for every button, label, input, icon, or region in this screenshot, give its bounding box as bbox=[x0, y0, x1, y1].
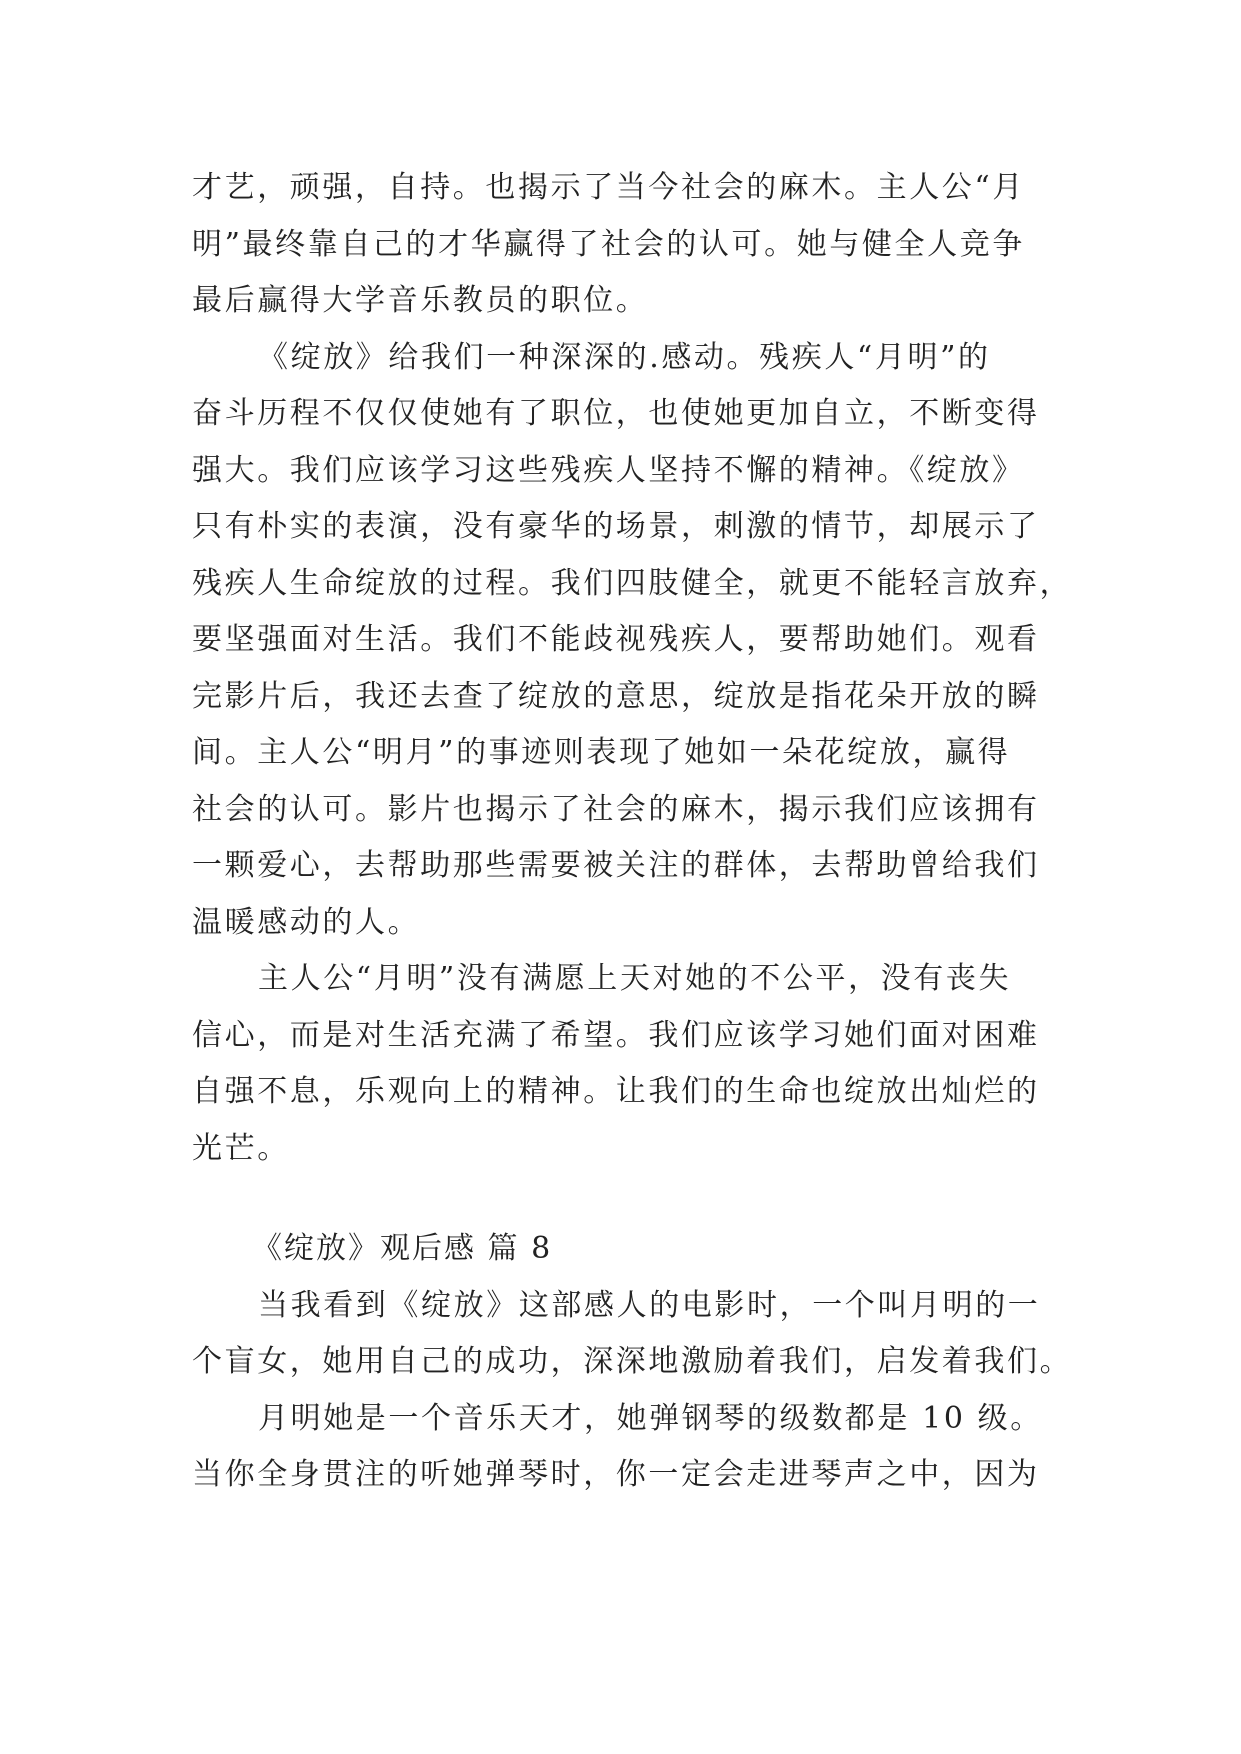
text-line: 明”最终靠自己的才华赢得了社会的认可。她与健全人竞争 bbox=[192, 226, 1025, 262]
paragraph bbox=[192, 1278, 1073, 1391]
paragraph bbox=[192, 1391, 1052, 1504]
text-line: 自强不息，乐观向上的精神。让我们的生命也绽放出灿烂的 bbox=[192, 1074, 1040, 1109]
text-line: 完影片后，我还去查了绽放的意思，绽放是指花朵开放的瞬 bbox=[192, 678, 1040, 714]
text-line: 奋斗历程不仅仅使她有了职位，也使她更加自立，不断变得 bbox=[192, 396, 1040, 431]
section-gap bbox=[192, 1177, 1052, 1221]
text-line: 要坚强面对生活。我们不能歧视残疾人，要帮助她们。观看 bbox=[192, 622, 1040, 657]
text-line: 个盲女，她用自己的成功，深深地激励着我们，启发着我们。 bbox=[192, 1344, 1073, 1379]
text-line: 间。主人公“明月”的事迹则表现了她如一朵花绽放，赢得 bbox=[192, 735, 1011, 770]
paragraph bbox=[192, 160, 1052, 330]
text-line: 残疾人生命绽放的过程。我们四肢健全，就更不能轻言放弃， bbox=[192, 565, 1073, 601]
text-line: 温暖感动的人。 bbox=[192, 904, 421, 940]
paragraph bbox=[192, 330, 1073, 952]
document-body bbox=[192, 160, 1073, 1504]
paragraph bbox=[192, 951, 1052, 1177]
text-line: 社会的认可。影片也揭示了社会的麻木，揭示我们应该拥有 bbox=[192, 791, 1040, 827]
text-line: 最后赢得大学音乐教员的职位。 bbox=[192, 283, 649, 318]
text-line: 《绽放》给我们一种深深的.感动。残疾人“月明”的 bbox=[258, 339, 991, 375]
text-line: 只有朴实的表演，没有豪华的场景，刺激的情节，却展示了 bbox=[192, 509, 1040, 544]
text-line: 光芒。 bbox=[192, 1130, 290, 1166]
text-line: 一颗爱心，去帮助那些需要被关注的群体，去帮助曾给我们 bbox=[192, 848, 1040, 883]
text-line: 当你全身贯注的听她弹琴时，你一定会走进琴声之中，因为 bbox=[192, 1457, 1040, 1492]
text-line: 信心，而是对生活充满了希望。我们应该学习她们面对困难 bbox=[192, 1017, 1040, 1053]
text-line: 主人公“月明”没有满愿上天对她的不公平，没有丧失 bbox=[258, 961, 1012, 996]
text-line: 当我看到《绽放》这部感人的电影时，一个叫月明的一 bbox=[258, 1287, 1041, 1323]
text-line: 才艺，顽强，自持。也揭示了当今社会的麻木。主人公“月 bbox=[192, 170, 1025, 205]
section-heading: 《绽放》观后感 篇 8 bbox=[252, 1231, 553, 1266]
text-line: 强大。我们应该学习这些残疾人坚持不懈的精神。《绽放》 bbox=[192, 452, 1025, 488]
text-line: 月明她是一个音乐天才，她弹钢琴的级数都是 10 级。 bbox=[258, 1400, 1043, 1436]
